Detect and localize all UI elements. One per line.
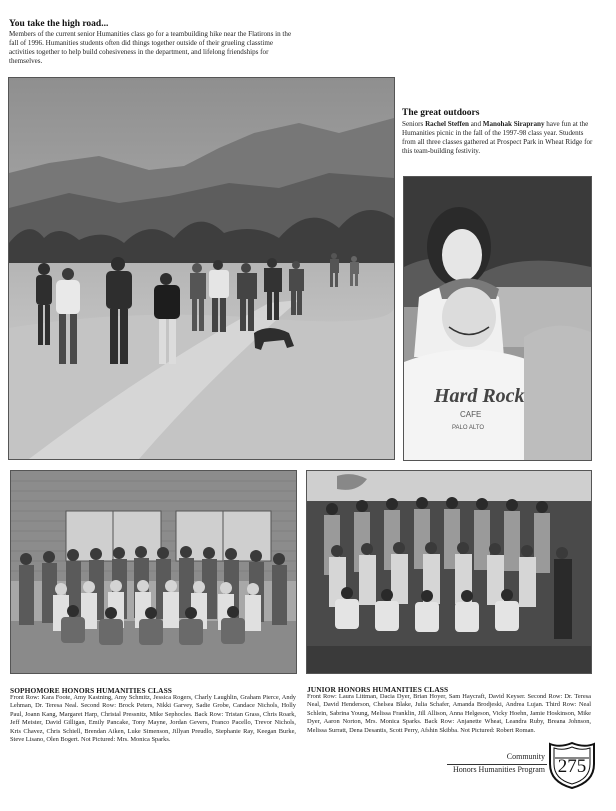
junior-class-title: JUNIOR HONORS HUMANITIES CLASS: [307, 685, 449, 694]
hike-photo: [8, 77, 395, 460]
footer-subsection: Honors Humanities Program: [453, 765, 545, 774]
shirt-logo-hard-rock: Hard Rock: [434, 385, 525, 407]
page-number: 275: [557, 756, 587, 777]
name-rachel-steffen: Rachel Steffen: [425, 120, 469, 128]
shirt-logo-cafe: CAFE: [460, 410, 482, 419]
shirt-logo-location: PALO ALTO: [452, 425, 485, 431]
sophomore-class-title: SOPHOMORE HONORS HUMANITIES CLASS: [10, 686, 173, 695]
footer-section: Community: [506, 752, 545, 761]
outdoors-and: and: [469, 120, 483, 128]
name-manohak-siraprany: Manohak Siraprany: [482, 120, 545, 128]
hike-body-text: Members of the current senior Humanities class go for a teambuilding hike near the Flatirons in the fall of 1996. Humanities students often did things together outside of their grueling classtime activities together to help build cohesiveness in the department, and lifelong friendships for themselves.: [9, 30, 292, 65]
outdoors-body-text: [402, 120, 595, 156]
sophomore-class-roster: Front Row: Kara Foote, Amy Kastning, Amy Schmitz, Jessica Rogers, Charly Laughlin, Graham Pierce, Andy Lehman, Dr. Teresa Neal. Second Row: Brock Peters, Nikki Garvey, Sadie Grobe, Candace Nichols, Holly Paul, Joann Kang, Margaret Harp, Christal Pressnitz, Mike Sephocles. Back Row: Tristan Grass, Chris Roark, Jeff Meister, David Gilligan, Emily Pancake, Tony Mayne, Jordan Gevers, Franco Pacello, Trevor Nichols, Kris Chavez, Chris Schiell, Brendan Aiken, Luke Simenson, Jillyan Preudlo, Stephanie Ray, Keegan Burke, Steve Lisano, Olen Bogert. Not Pictured: Mrs. Monica Sparks.: [10, 694, 296, 744]
picnic-photo: [403, 176, 592, 461]
sophomore-class-photo: [10, 470, 297, 674]
hike-heading: You take the high road...: [9, 19, 109, 29]
outdoors-body-rest: have fun at the Humanities picnic in the fall of the 1997-98 class year. Students from all three classes gathered at Prospect Park in Wheat Ridge for this team-building festivity.: [402, 120, 593, 155]
outdoors-body-prefix: Seniors: [402, 120, 426, 128]
junior-class-roster: Front Row: Laura Littman, Dacia Dyer, Brian Hoyer, Sam Haycraft, David Keyser. Second Row: Dr. Teresa Neal, David Henderson, Chelsea Blake, Julia Schafer, Amanda Brodjeski, Andrea Lujan. Third Row: Neal Schlein, Sabrina Young, Melissa Franklin, Jill Allison, Anna Helgeson, Vicky Hoehn, Jamie Hoskinson, Mike Dyer, Aaron Norton, Mrs. Monica Sparks. Back Row: Anjanette Wheat, Leandra Ruby, Breana Johnson, Melissa Surratt, Dena Desantis, Scott Perry, Afshin Skibba. Not Pictured: Robert Roman.: [307, 693, 591, 734]
outdoors-heading: The great outdoors: [402, 108, 480, 118]
junior-class-photo: [306, 470, 592, 674]
